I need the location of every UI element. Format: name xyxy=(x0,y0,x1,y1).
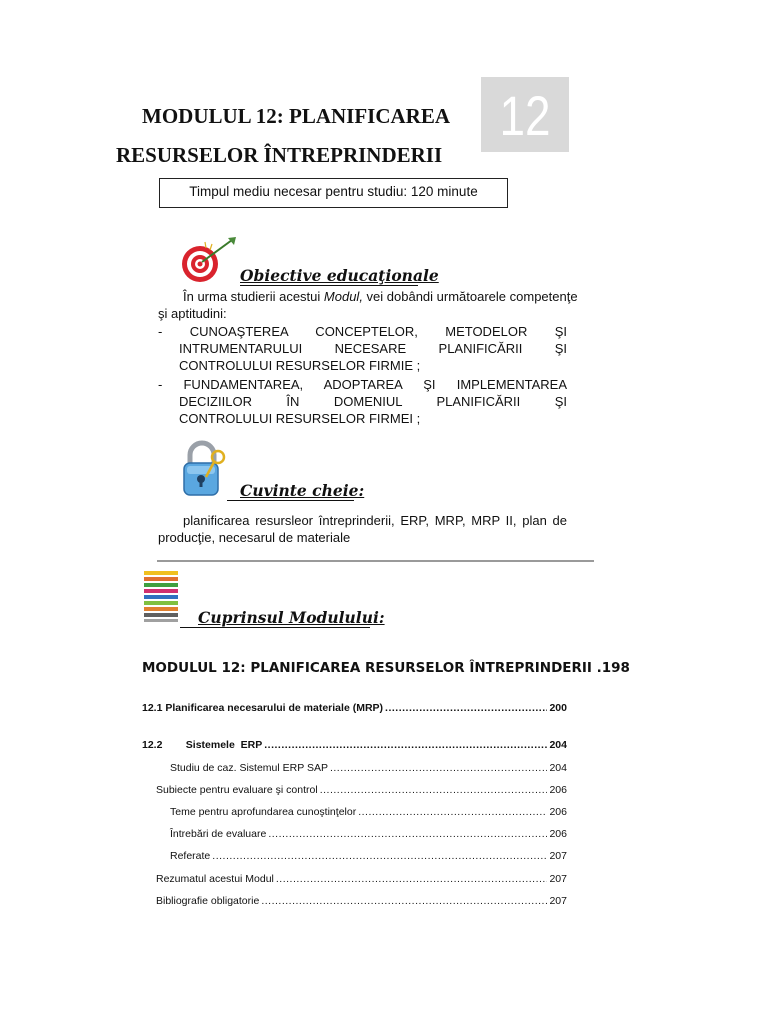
padlock-icon xyxy=(180,439,230,499)
toc-entry-12-2[interactable]: 12.2 Sistemele ERP ..... 204 xyxy=(142,739,567,751)
title-line-2: RESURSELOR ÎNTREPRINDERII xyxy=(116,143,443,167)
section-divider xyxy=(157,560,594,562)
objective-item-2-line3: CONTROLULUI RESURSELOR FIRMEI ; xyxy=(179,411,421,426)
objective-item-1-line2: INTRUMENTARULUI NECESARE PLANIFICĂRII ŞI xyxy=(179,341,567,356)
toc-entry-evaluation-subjects[interactable]: Subiecte pentru evaluare şi control ..... 206 xyxy=(156,784,567,796)
contents-heading-rule xyxy=(180,627,370,628)
keywords-line1: planificarea resursleor întreprinderii, ERP, MRP, MRP II, plan de xyxy=(183,513,567,528)
toc-entry-summary[interactable]: Rezumatul acestui Modul ..... 207 xyxy=(156,873,567,885)
keywords-line2: producţie, necesarul de materiale xyxy=(158,530,351,545)
objective-item-1-line1: - CUNOAŞTEREA CONCEPTELOR, METODELOR ŞI xyxy=(158,324,567,339)
module-number: 12 xyxy=(499,84,551,147)
toc-entry-papers[interactable]: Referate ..... 207 xyxy=(170,850,567,862)
books-icon xyxy=(141,569,181,625)
toc-entry-case-study[interactable]: Studiu de caz. Sistemul ERP SAP ..... 204 xyxy=(170,762,567,774)
contents-heading: Cuprinsul Modulului: xyxy=(198,608,385,627)
objective-item-2-line1: - FUNDAMENTAREA, ADOPTAREA ŞI IMPLEMENTAREA xyxy=(158,377,567,392)
toc-main-entry[interactable]: MODULUL 12: PLANIFICAREA RESURSELOR ÎNTREPRINDERII .198 xyxy=(142,660,630,676)
target-icon xyxy=(180,236,238,286)
keywords-heading: Cuvinte cheie: xyxy=(240,481,365,500)
module-number-box xyxy=(481,77,569,152)
objectives-intro-line2: şi aptitudini: xyxy=(158,306,227,321)
objectives-intro: În urma studierii acestui Modul, vei dobândi următoarele competenţe xyxy=(183,289,578,304)
objective-item-2-line2: DECIZIILOR ÎN DOMENIUL PLANIFICĂRII ŞI xyxy=(179,394,567,409)
title-line-1: MODULUL 12: PLANIFICAREA xyxy=(142,104,451,128)
toc-entry-evaluation-questions[interactable]: Întrebări de evaluare ..... 206 xyxy=(170,828,567,840)
study-time-box: Timpul mediu necesar pentru studiu: 120 minute xyxy=(159,178,508,208)
toc-entry-12-1[interactable]: 12.1 Planificarea necesarului de materiale (MRP) ..... 200 xyxy=(142,702,567,714)
objectives-heading: Obiective educaţionale xyxy=(240,266,439,285)
objectives-heading-rule xyxy=(240,285,418,286)
keywords-heading-rule xyxy=(227,500,354,501)
toc-entry-bibliography[interactable]: Bibliografie obligatorie ..... 207 xyxy=(156,895,567,907)
toc-entry-study-themes[interactable]: Teme pentru aprofundarea cunoştinţelor ..... 206 xyxy=(170,806,567,818)
objective-item-1-line3: CONTROLULUI RESURSELOR FIRMIE ; xyxy=(179,358,421,373)
